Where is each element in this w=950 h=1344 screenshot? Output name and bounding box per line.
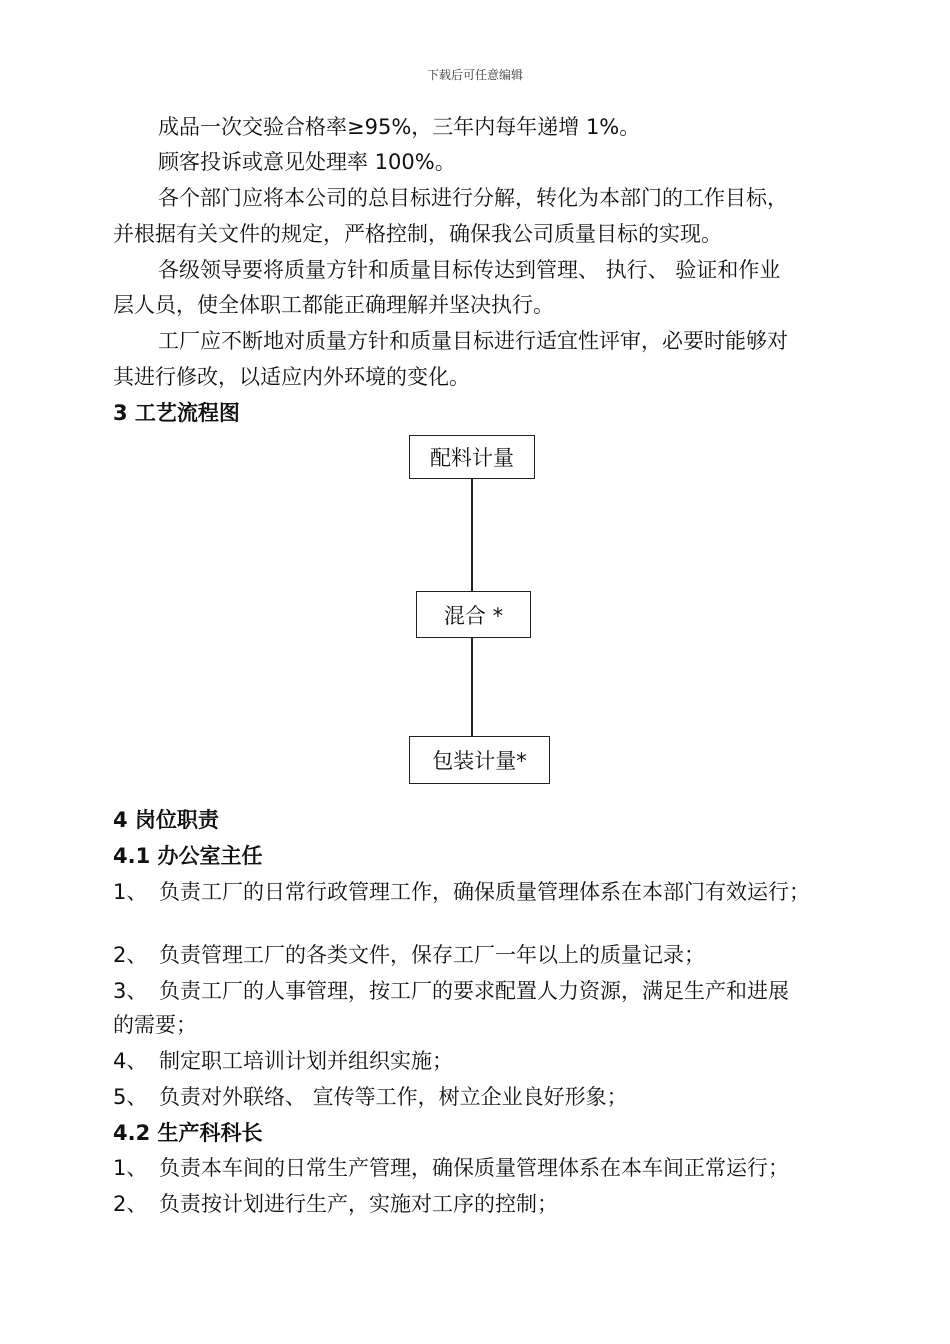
list-item (113, 976, 789, 1006)
list-text: 负责按计划进行生产，实施对工序的控制； (159, 1192, 558, 1216)
list-text: 负责本车间的日常生产管理，确保质量管理体系在本车间正常运行； (159, 1156, 789, 1180)
subsection-heading-4-2: 4.2 生产科科长 (113, 1121, 263, 1145)
section-heading-3: 3 工艺流程图 (113, 401, 240, 425)
paragraph-line: 各级领导要将质量方针和质量目标传达到管理、 执行、 验证和作业 (158, 258, 781, 282)
list-item (113, 1153, 789, 1183)
paragraph-line: 工厂应不断地对质量方针和质量目标进行适宜性评审，必要时能够对 (158, 329, 788, 353)
paragraph-line: 成品一次交验合格率≥95%，三年内每年递增 1%。 (158, 115, 641, 139)
list-number: 4、 (113, 1049, 148, 1073)
list-text: 制定职工培训计划并组织实施； (159, 1049, 453, 1073)
list-text: 负责对外联络、 宣传等工作，树立企业良好形象； (159, 1085, 628, 1109)
list-text: 负责工厂的日常行政管理工作，确保质量管理体系在本部门有效运行； (159, 880, 810, 904)
list-number: 3、 (113, 979, 148, 1003)
flow-connector (471, 479, 473, 591)
paragraph-line: 各个部门应将本公司的总目标进行分解，转化为本部门的工作目标， (158, 186, 788, 210)
list-text: 负责工厂的人事管理，按工厂的要求配置人力资源，满足生产和进展 (159, 979, 789, 1003)
list-item (113, 1082, 628, 1112)
list-text: 负责管理工厂的各类文件，保存工厂一年以上的质量记录； (159, 943, 705, 967)
paragraph-line: 并根据有关文件的规定，严格控制，确保我公司质量目标的实现。 (113, 222, 722, 246)
flow-step-mixing: 混合 * (416, 591, 531, 638)
list-number: 2、 (113, 1192, 148, 1216)
flow-step-batching: 配料计量 (409, 435, 535, 479)
list-text: 的需要； (113, 1013, 197, 1037)
list-item (113, 877, 810, 907)
flow-step-packaging: 包装计量* (409, 736, 550, 784)
list-item-continuation (113, 1010, 197, 1040)
list-item (113, 1189, 558, 1219)
list-number: 5、 (113, 1085, 148, 1109)
list-number: 2、 (113, 943, 148, 967)
list-number: 1、 (113, 1156, 148, 1180)
list-item (113, 1046, 453, 1076)
flow-connector (471, 638, 473, 736)
paragraph-line: 顾客投诉或意见处理率 100%。 (158, 150, 456, 174)
list-number: 1、 (113, 880, 148, 904)
section-heading-4: 4 岗位职责 (113, 808, 219, 832)
subsection-heading-4-1: 4.1 办公室主任 (113, 844, 263, 868)
list-item (113, 940, 705, 970)
paragraph-line: 层人员，使全体职工都能正确理解并坚决执行。 (113, 293, 554, 317)
paragraph-line: 其进行修改，以适应内外环境的变化。 (113, 365, 470, 389)
page-header: 下载后可任意编辑 (426, 68, 523, 82)
